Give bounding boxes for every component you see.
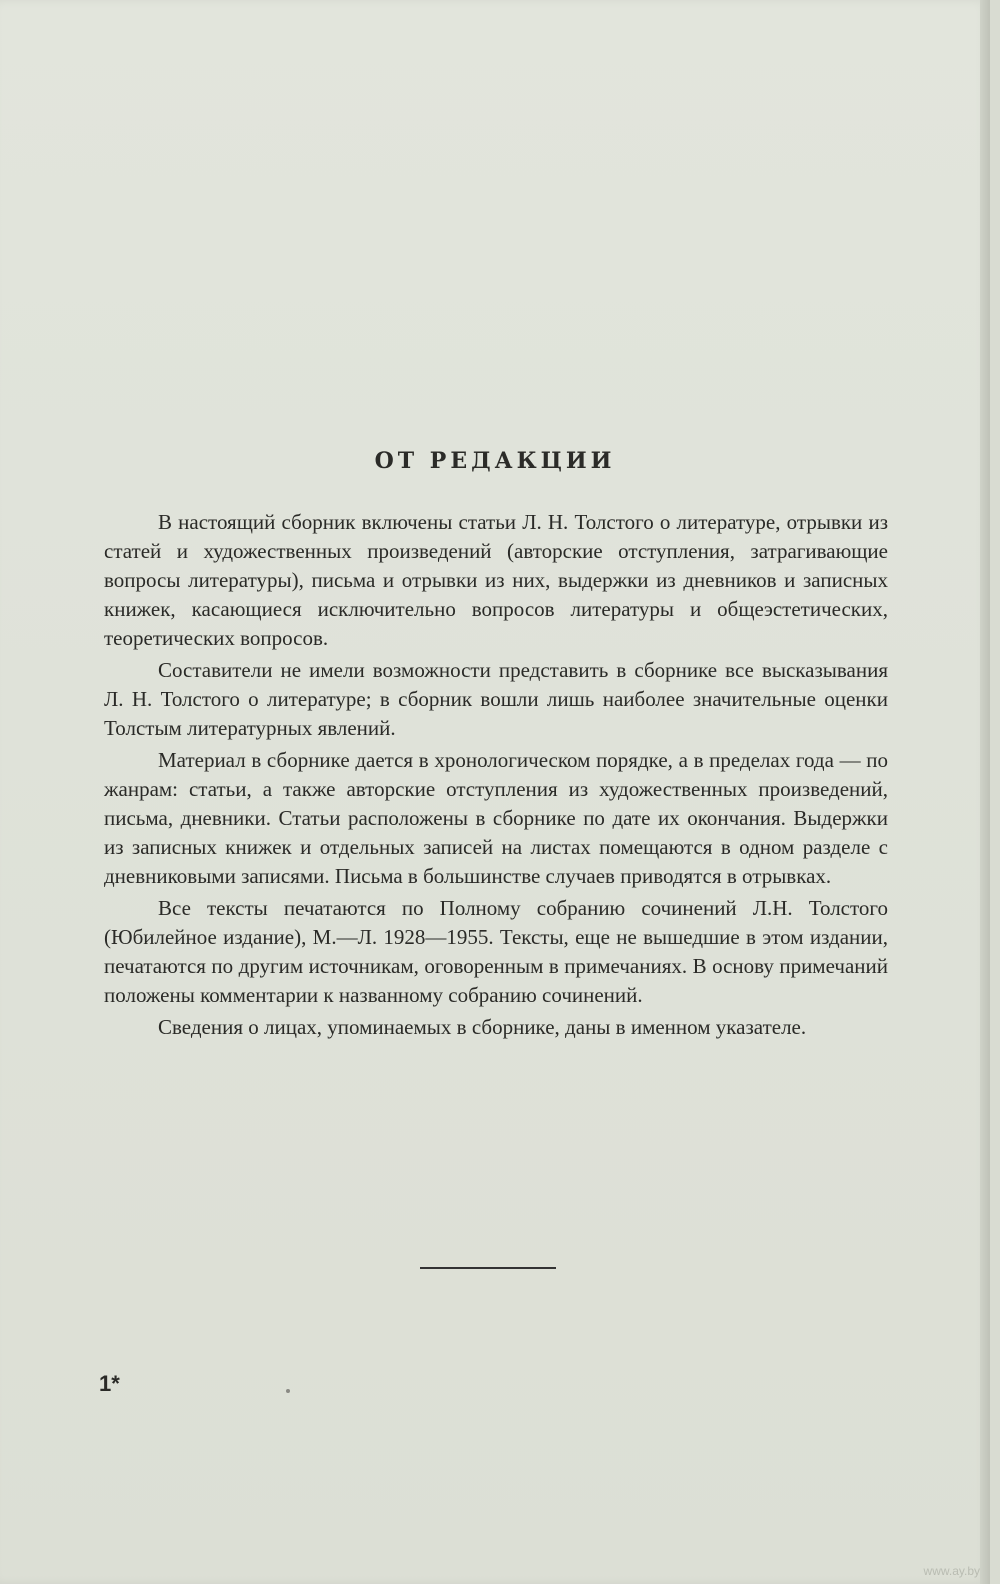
- watermark: www.ay.by: [923, 1564, 980, 1578]
- paper-speck: [286, 1389, 290, 1393]
- paragraph-1: В настоящий сборник включены статьи Л. Н. Толстого о литературе, отрывки из статей и художественных произведений (авторские отступления, затрагивающие вопросы литературы), письма и отрывки из них, выдержки из дневников и записных книжек, касающиеся исключительно вопросов литературы и общеэстетических, теоретических вопросов.: [104, 510, 888, 650]
- paragraph-5: Сведения о лицах, упоминаемых в сборнике, даны в именном указателе.: [158, 1015, 807, 1039]
- paragraph-4: Все тексты печатаются по Полному собранию сочинений Л.Н. Толстого (Юбилейное издание), М.—Л. 1928—1955. Тексты, еще не вышедшие в этом издании, печатаются по другим источникам, оговоренным в примечаниях. В основу примечаний положены комментарии к названному собранию сочинений.: [104, 896, 888, 1007]
- body-text: [104, 508, 888, 1045]
- paragraph-2: Составители не имели возможности представить в сборнике все высказывания Л. Н. Толстого о литературе; в сборник вошли лишь наиболее значительные оценки Толстым литературных явлений.: [104, 658, 888, 740]
- signature-mark: 1*: [99, 1371, 120, 1396]
- end-rule: [420, 1267, 556, 1269]
- page-edge: [980, 0, 990, 1584]
- paragraph-3: Материал в сборнике дается в хронологическом порядке, а в пределах года — по жанрам: статьи, а также авторские отступления из художественных произведений, письма, дневники. Статьи расположены в сборнике по дате их окончания. Выдержки из записных книжек и отдельных записей на листах помещаются в одном разделе с дневниковыми записями. Письма в большинстве случаев приводятся в отрывках.: [104, 748, 888, 888]
- page-heading: ОТ РЕДАКЦИИ: [374, 448, 616, 474]
